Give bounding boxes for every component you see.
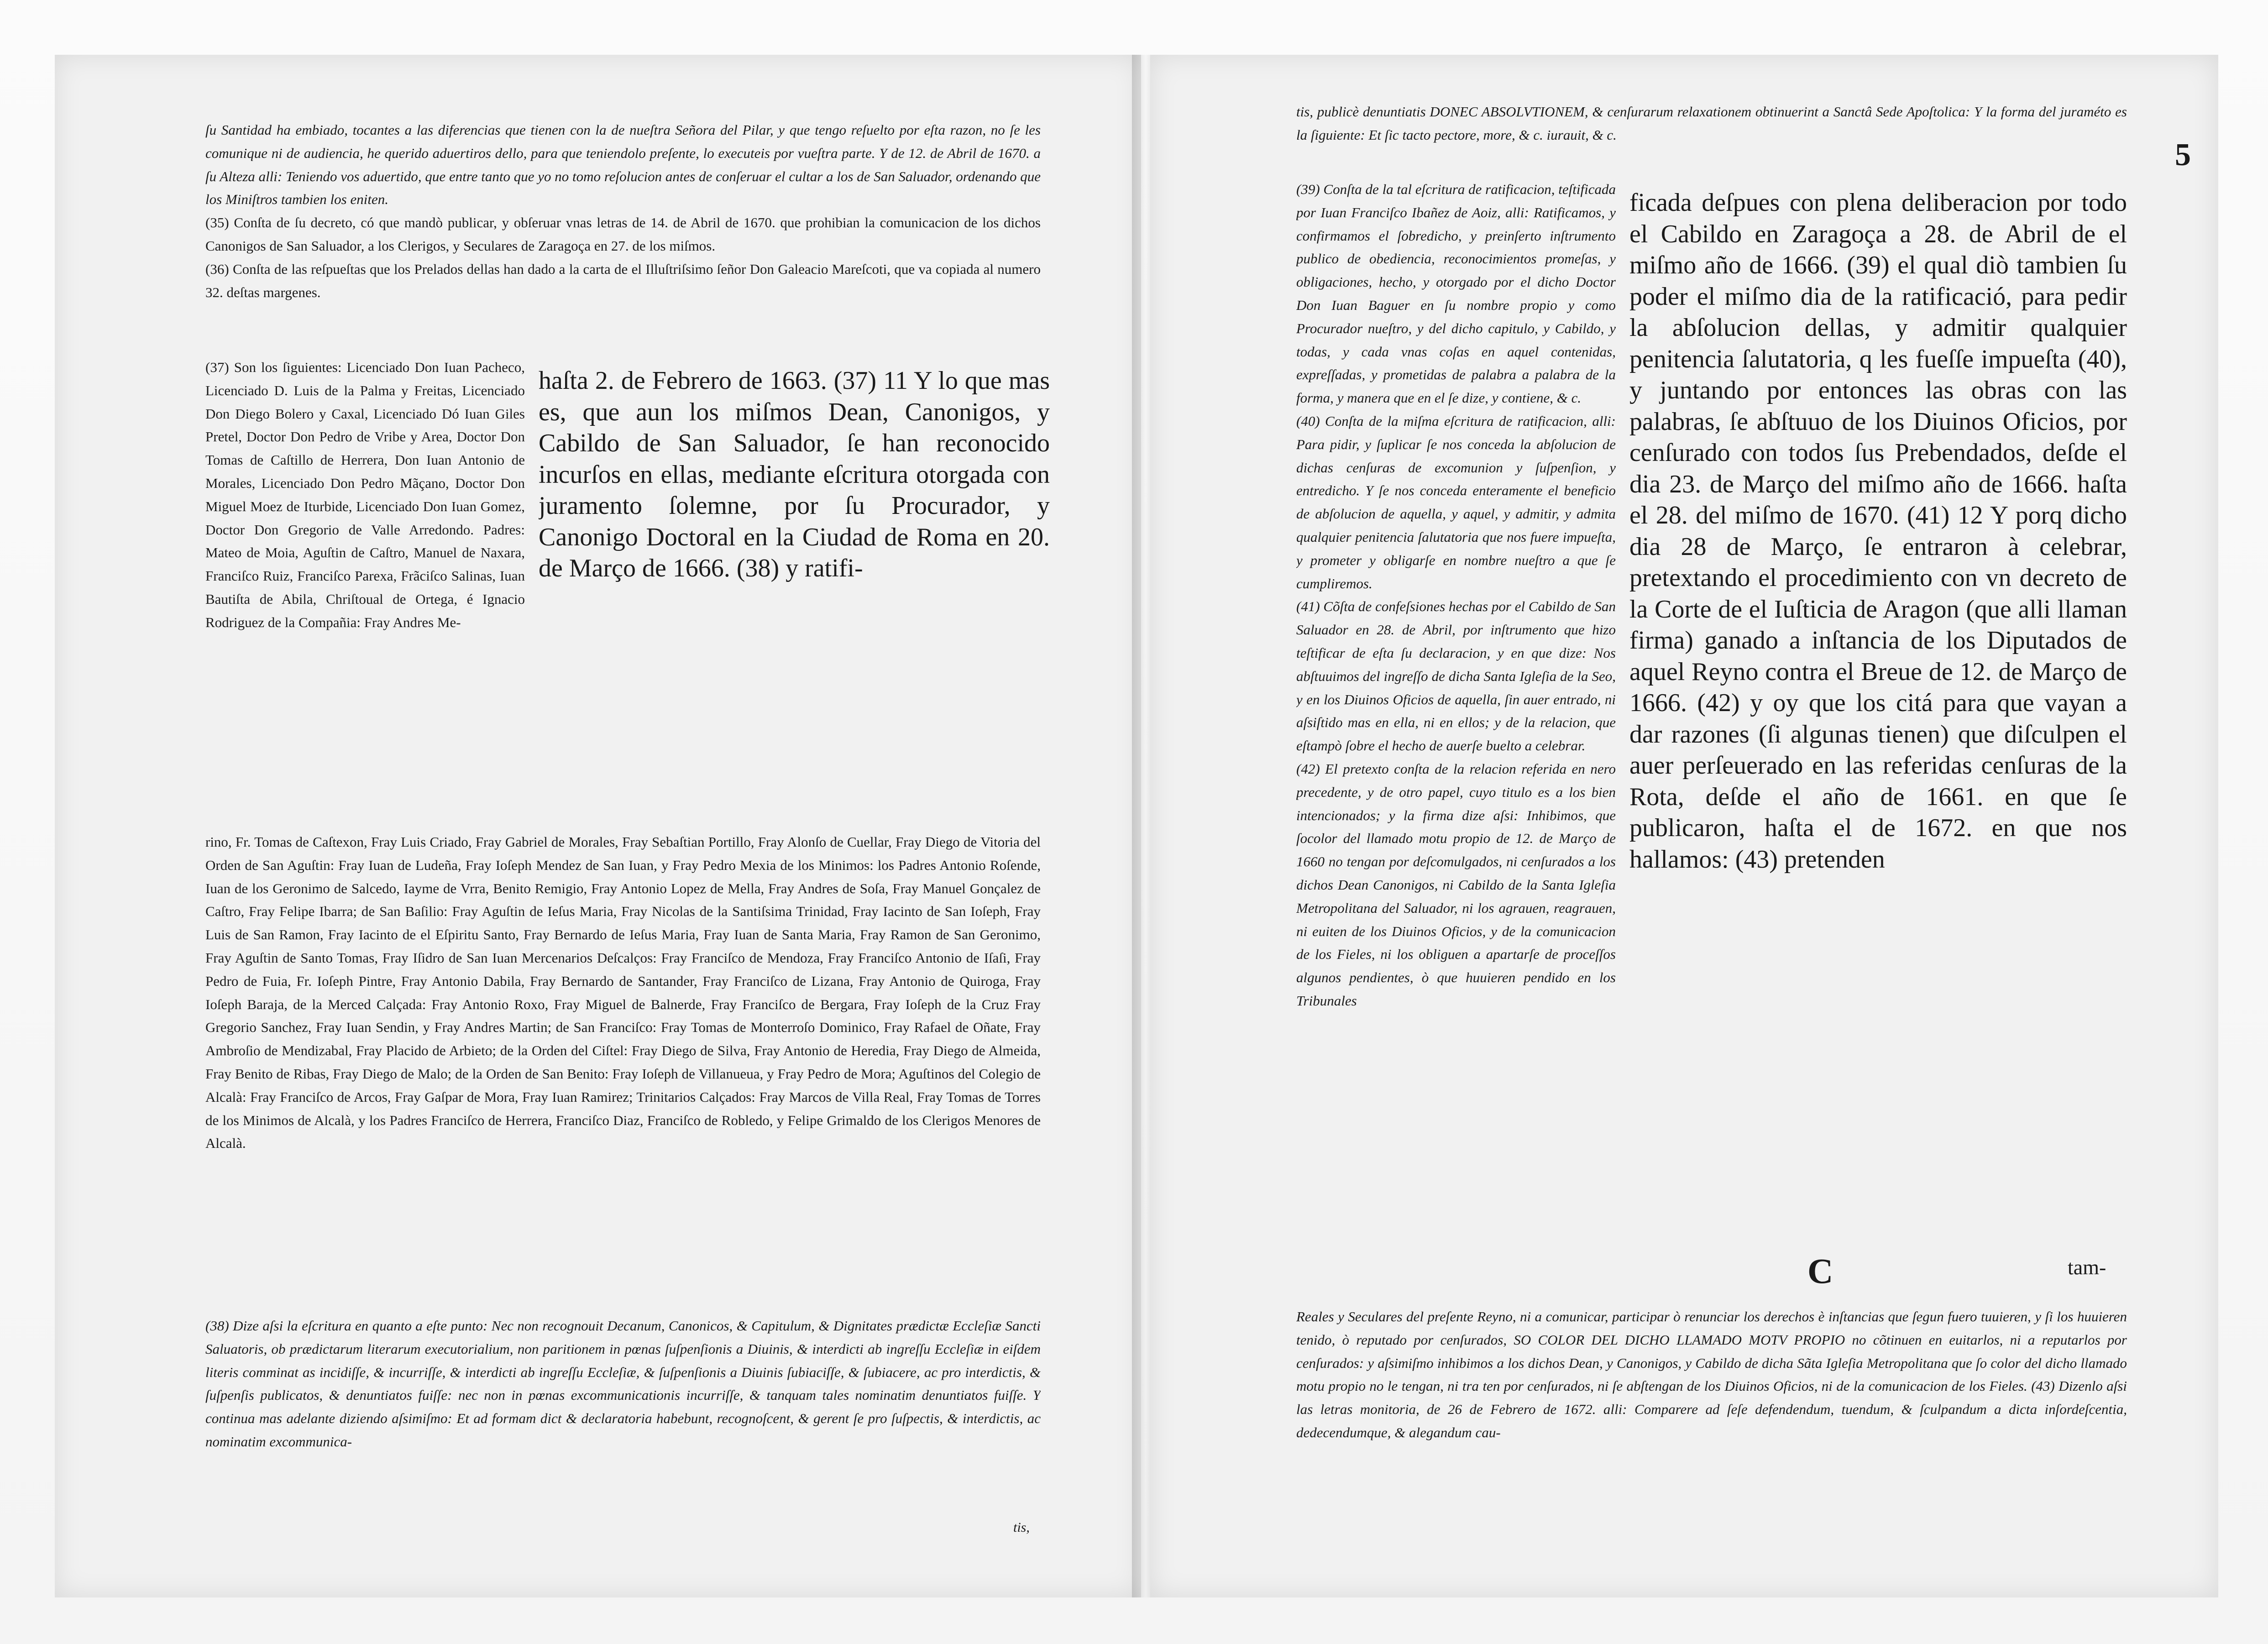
- left-notes-top: [205, 119, 1041, 356]
- note-42-continuation-and-43: Reales y Seculares del preſente Reyno, ni a comunicar, participar ò renunciar los derechos è inſtancias que ſegun fuero tuuieren, y ſi los huuieren tenido, ò reputado por cenſurados, SO COLOR DEL DICHO LLAMADO MOTV PROPIO no cõtinuen en euitarlos, ni a reputarlos por cenſurados: y aſsimiſmo inhibimos a los dichos Dean, y Canonigos, y Cabildo de dicha Sãta Igleſia Metropolitana que ſo color del dicho llamado motu propio no le tengan, ni tra ten por cenſurados, ni ſe abſtengan de los Diuinos Oficios, ni de la comunicacion de los Fieles. (43) Dizenlo aſsi las letras monitoria, de 26 de Febrero de 1672. alli: Comparere ad ſeſe defendendum, tuendum, & ſculpandum a dicta inſordeſcentia, dedecendumque, & alegandum cau-: [1296, 1309, 2127, 1440]
- signature-mark: C: [1807, 1251, 1833, 1291]
- note-35: (35) Conſta de ſu decreto, có que mandò publicar, y obſeruar vnas letras de 14. de Abril de 1670. que prohibian la comunicacion de los dichos Canonigos de San Saluador, a los Clerigos, y Seculares de Zaragoça en 27. de los miſmos.: [205, 215, 1041, 254]
- main-text-paragraph-11: haſta 2. de Febrero de 1663. (37) 11 Y lo que mas es, que aun los miſmos Dean, Canonigos, y Cabildo de San Saluador, ſe han reconocido incurſos en ellas, mediante eſcritura otorgada con juramento ſolemne, por ſu Procurador, y Canonigo Doctoral en la Ciudad de Roma en 20. de Março de 1666. (38) y ratifi-: [539, 366, 1050, 582]
- note-40: (40) Conſta de la miſma eſcritura de ratificacion, alli: Para pidir, y ſuplicar ſe nos conceda la abſolucion de dichas cenſuras de excomunion y ſuſpenſion, y entredicho. Y ſe nos conceda enteramente el beneficio de abſolucion de aquella, y aquel, y admitir, y admita qualquier penitencia ſalutatoria que nos fuere impueſta, y prometer y obligarſe en nombre nueſtro a que ſe cumpliremos.: [1296, 413, 1616, 592]
- note-continuation: ſu Santidad ha embiado, tocantes a las diferencias que tienen con la de nueſtra Señora del Pilar, y que tengo reſuelto por eſta razon, no ſe les comunique ni de audiencia, he querido aduertiros dello, para que teniendolo preſente, lo executeis por vueſtra parte. Y de 12. de Abril de 1670. a ſu Alteza alli: Teniendo vos aduertido, que entre tanto que yo no tomo reſolucion antes de conſeruar el cultar a los de San Saluador, ordenando que los Miniſtros tambien los eniten.: [205, 122, 1041, 208]
- note-37-column: [205, 356, 525, 822]
- note-36: (36) Conſta de las reſpueſtas que los Prelados dellas han dado a la carta de el Illuſtriſsimo ſeñor Don Galeacio Mareſcoti, que va copiada al numero 32. deſtas margenes.: [205, 261, 1041, 300]
- note-38-block: [205, 1314, 1041, 1524]
- note-37-list: rino, Fr. Tomas de Caſtexon, Fray Luis Criado, Fray Gabriel de Morales, Fray Sebaſtian Portillo, Fray Alonſo de Cuellar, Fray Diego de Vitoria del Orden de San Aguſtin: Fray Iuan de Ludeña, Fray Ioſeph Mendez de San Iuan, y Fray Pedro Mexia de los Minimos: los Padres Antonio Roſende, Iuan de los Geronimo de Salcedo, Iayme de Vrra, Benito Remigio, Fray Antonio Lopez de Mella, Fray Andres de Soſa, Fray Manuel Gonçalez de Caſtro, Fray Felipe Ibarra; de San Baſilio: Fray Aguſtin de Ieſus Maria, Fray Nicolas de la Santiſsima Trinidad, Fray Iacinto de San Ioſeph, Fray Luis de San Ramon, Fray Iacinto de el Eſpiritu Santo, Fray Bernardo de Ieſus Maria, Fray Iuan de Santa Maria, Fray Ramon de San Geronimo, Fray Aguſtin de Santo Tomas, Fray Iſidro de San Iuan Mercenarios Deſcalços: Fray Franciſco de Mendoza, Fray Franciſco Antonio de Iſaſi, Fray Pedro de Fuia, Fr. Ioſeph Pintre, Fray Antonio Dabila, Fray Bernardo de Santander, Fray Franciſco de Lizana, Fray Antonio de Quiroga, Fray Ioſeph Baraja, de la Merced Calçada: Fray Antonio Roxo, Fray Miguel de Balnerde, Fray Franciſco de Bergara, Fray Ioſeph de la Cruz Fray Gregorio Sanchez, Fray Iuan Sendin, y Fray Andres Martin; de San Franciſco: Fray Tomas de Monterroſo Dominico, Fray Rafael de Oñate, Fray Ambroſio de Mendizabal, Fray Placido de Arbieto; de la Orden del Ciſtel: Fray Diego de Silva, Fray Antonio de Heredia, Fray Diego de Almeida, Fray Benito de Ribas, Fray Diego de Malo; de la Orden de San Benito: Fray Ioſeph de Villanueua, y Fray Pedro de Mora; Aguſtinos del Colegio de Alcalà: Fray Franciſco de Arcos, Fray Gaſpar de Mora, Fray Iuan Ramirez; Trinitarios Calçados: Fray Marcos de Villa Real, Fray Tomas de Torres de los Minimos de Alcalà, y los Padres Franciſco de Herrera, Franciſco Diaz, Franciſco de Robledo, y Felipe Grimaldo de los Clerigos Menores de Alcalà.: [205, 834, 1041, 1152]
- right-page: [1150, 55, 2218, 1597]
- left-catchword: tis,: [1013, 1520, 1030, 1535]
- right-notes-top: [1296, 100, 2127, 173]
- note-37-continuation: [205, 831, 1041, 1310]
- main-text-paragraph-12: ficada deſpues con plena deliberacion por todo el Cabildo en Zaragoça a 28. de Abril de el miſmo año de 1666. (39) el qual diò tambien ſu poder el miſmo dia de la ratificació, para pedir la abſolucion dellas, y admitir qualquier penitencia ſalutatoria, q les fueſſe impueſta (40), y juntando por entonces las obras con las palabras, ſe abſtuuo de los Diuinos Oficios, por cenſurado con todos ſus Prebendados, deſde el dia 23. de Março del miſmo año de 1666. haſta el 28. del miſmo de 1670. (41) 12 Y porq dicho dia 28 de Março, ſe entraron à celebrar, pretextando el procedimiento con vn decreto de la Corte de el Iuſticia de Aragon (que alli llaman firma) ganado a inſtancia de los Diputados de aquel Reyno contra el Breue de 12. de Março de 1666. (42) y oy que los citá para que vayan a dar razones (ſi algunas tienen) que diſculpen el auer perſeuerado en las referidas cenſuras de la Rota, deſde el año de 1661. en que ſe publicaron, haſta el de 1672. en que nos hallamos: (43) pretenden: [1629, 188, 2127, 874]
- note-42: (42) El pretexto conſta de la relacion referida en nero precedente, y de otro papel, cuyo titulo es a los bien intencionados; y la firma dize aſsi: Inhibimos, que ſocolor del llamado motu propio de 12. de Março de 1660 no tengan por deſcomulgados, ni cenſurados a los dichos Dean Canonigos, ni Cabildo de la Santa Igleſia Metropolitana del Saluador, ni los agrauen, reagrauen, ni euiten de los Diuinos Oficios, y de la comunicacion de los Fieles, ni los obliguen a apartarſe de proceſſos algunos pendientes, ò que huuieren pendido en los Tribunales: [1296, 760, 1616, 1009]
- left-main-text: [539, 365, 1050, 831]
- page-number: 5: [2175, 137, 2191, 173]
- right-notes-column: [1296, 178, 1616, 1305]
- note-37: (37) Son los ſiguientes: Licenciado Don Iuan Pacheco, Licenciado D. Luis de la Palma y Freitas, Licenciado Don Diego Bolero y Caxal, Licenciado Dó Iuan Giles Pretel, Doctor Don Pedro de Vribe y Area, Doctor Don Tomas de Caſtillo de Herrera, Don Iuan Antonio de Morales, Licenciado Don Pedro Mãçano, Doctor Don Miguel Moez de Iturbide, Licenciado Don Iuan Gomez, Doctor Don Gregorio de Valle Arredondo. Padres: Mateo de Moia, Aguſtin de Caſtro, Manuel de Naxara, Franciſco Ruiz, Franciſco Parexa, Frãciſco Salinas, Iuan Bautiſta de Abila, Chriſtoual de Ortega, é Ignacio Rodriguez de la Compañia: Fray Andres Me-: [205, 359, 525, 630]
- right-notes-bottom: [1296, 1305, 2127, 1506]
- right-main-text: [1629, 187, 2127, 1260]
- left-page: [55, 55, 1141, 1597]
- note-41: (41) Cõſta de confeſsiones hechas por el Cabildo de San Saluador en 28. de Abril, por inſtrumento que hizo teſtificar de eſta ſu declaracion, y en que dize: Nos abſtuuimos del ingreſſo de dicha Santa Igleſia de la Seo, y en los Diuinos Oficios de aquella, ſin auer entrado, ni aſsiſtido mas en ella, ni en ellos; y de la relacion, que eſtampò ſobre el hecho de auerſe buelto a celebrar.: [1296, 598, 1616, 754]
- main-catchword: tam-: [2068, 1256, 2106, 1279]
- note-38: (38) Dize aſsi la eſcritura en quanto a eſte punto: Nec non recognouit Decanum, Canonicos, & Capitulum, & Dignitates prædictæ Eccleſiæ Sancti Saluatoris, ob prædictarum literarum executorialium, non paritionem in pœnas ſuſpenſionis a Diuinis, & interdicti ab ingreſſu Eccleſiæ in eiſdem literis comminat as incidiſſe, & incurriſſe, & interdicti ab ingreſſu Eccleſiæ, & ſuſpenſionis a Diuinis ſubiaciſſe, & ſubiacere, ac pro interdictis, & ſuſpenſis publicatos, & denuntiatos fuiſſe: nec non in pœnas excommunicationis incurriſſe, & tanquam tales nominatim denuntiatos fuiſſe. Y continua mas adelante diziendo aſsimiſmo: Et ad formam dict & declaratoria habebunt, recognoſcent, & gerent ſe pro ſuſpectis, & interdictis, ac nominatim excommunica-: [205, 1318, 1041, 1450]
- note-38-continuation: tis, publicè denuntiatis DONEC ABSOLVTIONEM, & cenſurarum relaxationem obtinuerint a Sanctâ Sede Apoſtolica: Y la forma del juraméto es la ſiguiente: Et ſic tacto pectore, more, & c. iurauit, & c.: [1296, 104, 2127, 143]
- note-39: (39) Conſta de la tal eſcritura de ratificacion, teſtificada por Iuan Franciſco Ibañez de Aoiz, alli: Ratificamos, y confirmamos el ſobredicho, y preinſerto inſtrumento publico de obediencia, reconocimientos promeſas, y obligaciones, hecho, y otorgado por el dicho Doctor Don Iuan Baguer en ſu nombre propio y como Procurador nueſtro, y del dicho capitulo, y Cabildo, y todas, y cada vnas coſas en aquel contenidas, expreſſadas, y prometidas de palabra a palabra de la forma, y manera que en el ſe dize, y contiene, & c.: [1296, 181, 1616, 406]
